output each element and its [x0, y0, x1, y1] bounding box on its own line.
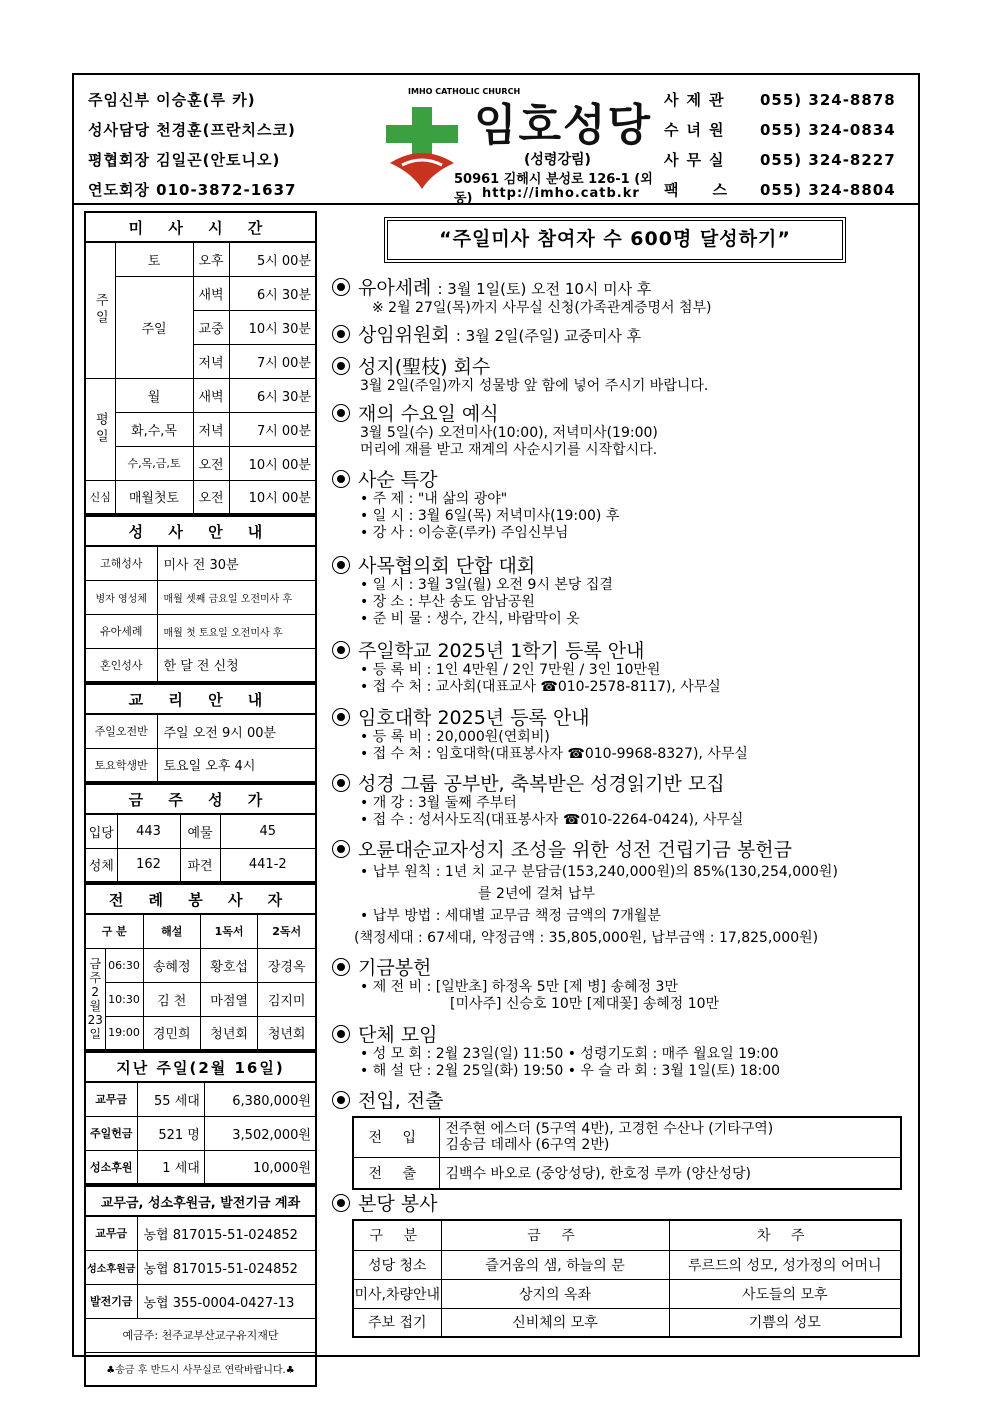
notice-heading: 전입, 전출 [358, 1090, 444, 1112]
notice-line: • 성 모 회 : 2월 23일(일) 11:50 • 성령기도회 : 매주 월요일 19:00 [360, 1046, 779, 1062]
notice-parish-duty [332, 1193, 907, 1338]
transfer-note: ♣송금 후 반드시 사무실로 연락바랍니다.♣ [85, 1352, 316, 1386]
doctrine-table [84, 683, 317, 783]
mass-slot: 저녁 [193, 412, 229, 446]
notice-heading: 유아세례 [358, 277, 432, 299]
sacrament-value: 매월 첫 토요일 오전미사 후 [157, 614, 316, 648]
offering-label: 주일헌금 [85, 1116, 137, 1150]
hymn-number: 45 [220, 814, 316, 848]
hymn-label: 예물 [180, 814, 220, 848]
account-number: 농협 817015-51-024852 [137, 1250, 316, 1284]
notice-line: • 강 사 : 이승훈(루카) 주임신부님 [360, 525, 569, 541]
notice-fund-offering [332, 957, 719, 1013]
doctrine-label: 토요학생반 [85, 748, 157, 782]
notice-line: • 일 시 : 3월 6일(목) 저녁미사(19:00) 후 [360, 508, 620, 524]
mass-slot: 새벽 [193, 378, 229, 412]
duty-this-week: 상지의 옥좌 [441, 1279, 669, 1308]
contact-phone: 055) 324-8804 [760, 181, 896, 199]
account-number: 농협 817015-51-024852 [137, 1216, 316, 1250]
notice-line: • 접 수 처 : 임호대학(대표봉사자 ☎010-9968-8327), 사무실 [360, 746, 748, 762]
servers-head: 1독서 [200, 914, 257, 948]
duty-next-week: 루르드의 성모, 성가정의 어머니 [669, 1250, 901, 1279]
hymn-label: 성체 [85, 848, 117, 882]
notice-line: 를 2년에 걸쳐 납부 [478, 886, 595, 902]
notice-line: 머리에 재를 받고 재계의 사순시기를 시작합시다. [360, 442, 658, 458]
sidebar [84, 211, 317, 1387]
server-name: 마점열 [200, 982, 257, 1016]
hymn-label: 파견 [180, 848, 220, 882]
mass-slot: 오후 [193, 242, 229, 276]
offering-label: 교무금 [85, 1082, 137, 1116]
sacrament-label: 고해성사 [85, 546, 157, 580]
transfer-in-names [439, 1117, 901, 1157]
transfer-out-names: 김백수 바오로 (중앙성당), 한호정 루까 (양산성당) [439, 1157, 901, 1189]
contact-phone: 055) 324-8227 [760, 151, 896, 169]
notice-line: • 장 소 : 부산 송도 암남공원 [360, 594, 535, 610]
servers-head: 2독서 [258, 914, 316, 948]
notice-heading: 오륜대순교자성지 조성을 위한 성전 건립기금 봉헌금 [358, 839, 792, 861]
mass-time: 10시 00분 [229, 446, 316, 480]
sacrament-label: 혼인성사 [85, 648, 157, 682]
offering-amount: 6,380,000원 [204, 1082, 316, 1116]
doctrine-value: 토요일 오후 4시 [157, 748, 316, 782]
transfer-in-line: 전주현 에스더 (5구역 4반), 고경헌 수산나 (기타구역) [445, 1121, 774, 1138]
server-name: 청년회 [200, 1016, 257, 1050]
bulletin-page [72, 73, 920, 1377]
notice-heading: 사목협의회 단합 대회 [358, 555, 536, 577]
transfers-table [352, 1116, 902, 1190]
server-name: 황호섭 [200, 948, 257, 982]
duty-label: 성당 청소 [353, 1250, 441, 1279]
bullet-icon [332, 1091, 350, 1109]
notice-line: • 해 설 단 : 2월 25일(화) 19:50 • 우 슬 라 회 : 3월 1일(토) 18:00 [360, 1063, 781, 1079]
bullet-icon [332, 774, 350, 792]
duty-next-week: 기쁨의 성모 [669, 1308, 901, 1337]
duty-next-week: 사도들의 모후 [669, 1279, 901, 1308]
servers-head: 해설 [143, 914, 200, 948]
server-time: 19:00 [105, 1016, 143, 1050]
servers-date: 금주 2월 23일 [85, 948, 105, 1050]
notice-line: (책정세대 : 67세대, 약정금액 : 35,805,000원, 납부금액 : 17,825,000원) [354, 930, 819, 946]
header-staff-line: 주임신부 이승훈(루 카) [88, 91, 256, 109]
notice-heading: 주일학교 2025년 1학기 등록 안내 [358, 640, 645, 662]
account-number: 농협 355-0004-0427-13 [137, 1284, 316, 1318]
bullet-icon [332, 641, 350, 659]
duty-head: 구 분 [353, 1220, 441, 1250]
hymn-number: 162 [117, 848, 180, 882]
notice-heading: 본당 봉사 [358, 1193, 438, 1215]
notice-line: • 접 수 : 성서사도직(대표봉사자 ☎010-2264-0424), 사무실 [360, 812, 744, 828]
section-title: 금 주 성 가 [85, 784, 316, 814]
bullet-icon [332, 708, 350, 726]
notice-lenten-lecture [332, 469, 619, 542]
bullet-icon [332, 325, 350, 343]
mass-slot: 새벽 [193, 276, 229, 310]
servers-head: 구 분 [85, 914, 143, 948]
church-url[interactable]: http://imho.catb.kr [482, 186, 640, 201]
notice-heading: 상임위원회 [358, 324, 450, 346]
contact-label: 수녀원 [664, 121, 732, 139]
notice-building-fund [332, 839, 838, 949]
sacrament-value: 매월 셋째 금요일 오전미사 후 [157, 580, 316, 614]
notice-heading: 성경 그룹 공부반, 축복받은 성경읽기반 모집 [358, 773, 725, 795]
bullet-icon [332, 278, 350, 296]
section-title: 교 리 안 내 [85, 684, 316, 714]
mass-time: 6시 30분 [229, 378, 316, 412]
notice-line: • 등 록 비 : 1인 4만원 / 2인 7만원 / 3인 10만원 [360, 662, 661, 678]
server-name: 장경옥 [258, 948, 316, 982]
server-name: 경민희 [143, 1016, 200, 1050]
notice-line: • 등 록 비 : 20,000원(연회비) [360, 729, 550, 745]
sacrament-table [84, 515, 317, 683]
notice-line: • 제 전 비 : [일반초] 하정옥 5만 [제 병] 송혜정 3만 [360, 979, 678, 995]
notice-palm-return [332, 356, 708, 395]
mass-time: 5시 00분 [229, 242, 316, 276]
server-name: 청년회 [258, 1016, 316, 1050]
notice-heading: 성지(聖枝) 회수 [358, 356, 491, 378]
notice-detail: : 3월 2일(주일) 교중미사 후 [455, 327, 642, 345]
notice-heading: 사순 특강 [358, 469, 438, 491]
church-name: 임호성당 [474, 100, 653, 151]
mass-slot: 오전 [193, 446, 229, 480]
notice-line: • 일 시 : 3월 3일(월) 오전 9시 본당 집결 [360, 577, 613, 593]
duty-label: 주보 접기 [353, 1308, 441, 1337]
account-label: 교무금 [85, 1216, 137, 1250]
mass-time: 7시 00분 [229, 344, 316, 378]
page-title: “주일미사 참여자 수 600명 달성하기” [384, 217, 846, 263]
header-staff-line: 평협회장 김일곤(안토니오) [88, 151, 281, 169]
header-contacts [664, 85, 914, 205]
mass-slot: 저녁 [193, 344, 229, 378]
notice-line: • 접 수 처 : 교사회(대표교사 ☎010-2578-8117), 사무실 [360, 679, 721, 695]
logo-latin-text: IMHO CATHOLIC CHURCH [408, 87, 521, 96]
duty-this-week: 즐거움의 샘, 하늘의 문 [441, 1250, 669, 1279]
notice-heading: 기금봉헌 [358, 957, 432, 979]
server-name: 김 천 [143, 982, 200, 1016]
mass-slot: 교중 [193, 310, 229, 344]
sacrament-label: 병자 영성체 [85, 580, 157, 614]
notice-heading: 임호대학 2025년 등록 안내 [358, 707, 590, 729]
doctrine-value: 주일 오전 9시 00분 [157, 714, 316, 748]
offering-label: 성소후원 [85, 1150, 137, 1184]
offering-count: 1 세대 [137, 1150, 204, 1184]
hymn-number: 443 [117, 814, 180, 848]
contact-label: 팩스 [664, 181, 761, 199]
section-title: 성 사 안 내 [85, 516, 316, 546]
notice-line: • 납부 방법 : 세대별 교무금 책정 금액의 7개월분 [360, 908, 661, 924]
contact-phone: 055) 324-0834 [760, 121, 896, 139]
header-staff [88, 85, 358, 205]
mass-day: 매월첫토 [115, 480, 193, 514]
notice-group-meetings [332, 1024, 780, 1080]
main-content [324, 211, 918, 1332]
bullet-icon [332, 958, 350, 976]
sacrament-label: 유아세례 [85, 614, 157, 648]
mass-time: 7시 00분 [229, 412, 316, 446]
mass-time: 10시 30분 [229, 310, 316, 344]
shinsil-label: 신심 [85, 480, 115, 514]
notice-detail: : 3월 1일(토) 오전 10시 미사 후 [437, 280, 652, 298]
church-logo [374, 83, 659, 206]
notice-council-outing [332, 555, 613, 628]
notice-sunday-school [332, 640, 721, 696]
mass-times-table [84, 211, 317, 515]
transfer-in-line: 김송금 데레사 (6구역 2반) [445, 1137, 610, 1154]
section-title: 미 사 시 간 [85, 212, 316, 242]
offering-count: 521 명 [137, 1116, 204, 1150]
sacrament-value: 한 달 전 신청 [157, 648, 316, 682]
offering-amount: 10,000원 [204, 1150, 316, 1184]
transfer-label: 전 출 [353, 1157, 439, 1189]
depositor: 예금주: 천주교부산교구유지재단 [85, 1318, 316, 1352]
transfer-label: 전 입 [353, 1117, 439, 1157]
notice-committee [332, 324, 641, 347]
notice-heading: 단체 모임 [358, 1024, 438, 1046]
notice-line: ※ 2월 27일(목)까지 사무실 신청(가족관계증명서 첨부) [372, 300, 712, 316]
mass-time: 10시 00분 [229, 480, 316, 514]
mass-time: 6시 30분 [229, 276, 316, 310]
server-time: 10:30 [105, 982, 143, 1016]
notice-line: 3월 5일(수) 오전미사(10:00), 저녁미사(19:00) [360, 425, 658, 441]
bullet-icon [332, 556, 350, 574]
bullet-icon [332, 1194, 350, 1212]
header-staff-line: 연도회장 010-3872-1637 [88, 181, 297, 199]
hymn-number: 441-2 [220, 848, 316, 882]
duty-label: 미사,차량안내 [353, 1279, 441, 1308]
contact-label: 사제관 [664, 91, 732, 109]
account-label: 발전기금 [85, 1284, 137, 1318]
duty-table [352, 1219, 902, 1338]
mass-day: 수,목,금,토 [115, 446, 193, 480]
doctrine-label: 주일오전반 [85, 714, 157, 748]
duty-head: 차 주 [669, 1220, 901, 1250]
header-staff-line: 성사담당 천경훈(프란치스코) [88, 121, 296, 139]
notice-line: 3월 2일(주일)까지 성물방 앞 함에 넣어 주시기 바랍니다. [360, 378, 709, 394]
church-address: 50961 김해시 분성로 126-1 (외동) [454, 172, 653, 206]
hymn-table [84, 783, 317, 883]
section-title: 교무금, 성소후원금, 발전기금 계좌 [85, 1186, 316, 1216]
header [74, 75, 918, 205]
sacrament-value: 미사 전 30분 [157, 546, 316, 580]
notice-bible-study [332, 773, 743, 829]
notice-ash-wednesday [332, 403, 658, 459]
last-week-table [84, 1051, 317, 1185]
mass-day: 월 [115, 378, 193, 412]
account-label: 성소후원금 [85, 1250, 137, 1284]
church-subtitle: (성령강림) [524, 152, 591, 168]
offering-amount: 3,502,000원 [204, 1116, 316, 1150]
weekday-label: 평일 [85, 378, 115, 480]
bullet-icon [332, 404, 350, 422]
duty-head: 금 주 [441, 1220, 669, 1250]
contact-phone: 055) 324-8878 [760, 91, 896, 109]
sunday-label: 주일 [85, 242, 115, 378]
hymn-label: 입당 [85, 814, 117, 848]
bullet-icon [332, 470, 350, 488]
notice-line: • 납부 원칙 : 1년 치 교구 분담금(153,240,000원)의 85%(130,254,000원) [360, 864, 838, 880]
bullet-icon [332, 840, 350, 858]
notice-transfers [332, 1090, 907, 1190]
notice-line: • 준 비 물 : 생수, 간식, 바람막이 옷 [360, 611, 580, 627]
mass-day: 토 [115, 242, 193, 276]
bullet-icon [332, 1025, 350, 1043]
mass-day: 화,수,목 [115, 412, 193, 446]
notice-imho-college [332, 707, 748, 763]
contact-label: 사무실 [664, 151, 732, 169]
notice-line: • 개 강 : 3월 둘째 주부터 [360, 795, 517, 811]
notice-infant-baptism [332, 277, 712, 317]
duty-this-week: 신비체의 모후 [441, 1308, 669, 1337]
cross-logo-icon [382, 103, 462, 193]
servers-table [84, 883, 317, 1051]
offering-count: 55 세대 [137, 1082, 204, 1116]
mass-slot: 오전 [193, 480, 229, 514]
bullet-icon [332, 357, 350, 375]
section-title: 지난 주일(2월 16일) [85, 1052, 316, 1082]
notice-line: [미사주] 신승호 10만 [제대꽃] 송혜정 10만 [450, 996, 720, 1012]
server-name: 송혜정 [143, 948, 200, 982]
server-time: 06:30 [105, 948, 143, 982]
accounts-table [84, 1185, 317, 1387]
mass-day: 주일 [115, 276, 193, 378]
section-title: 전 례 봉 사 자 [85, 884, 316, 914]
server-name: 김지미 [258, 982, 316, 1016]
notice-heading: 재의 수요일 예식 [358, 403, 499, 425]
notice-line: • 주 제 : "내 삶의 광야" [360, 491, 508, 507]
